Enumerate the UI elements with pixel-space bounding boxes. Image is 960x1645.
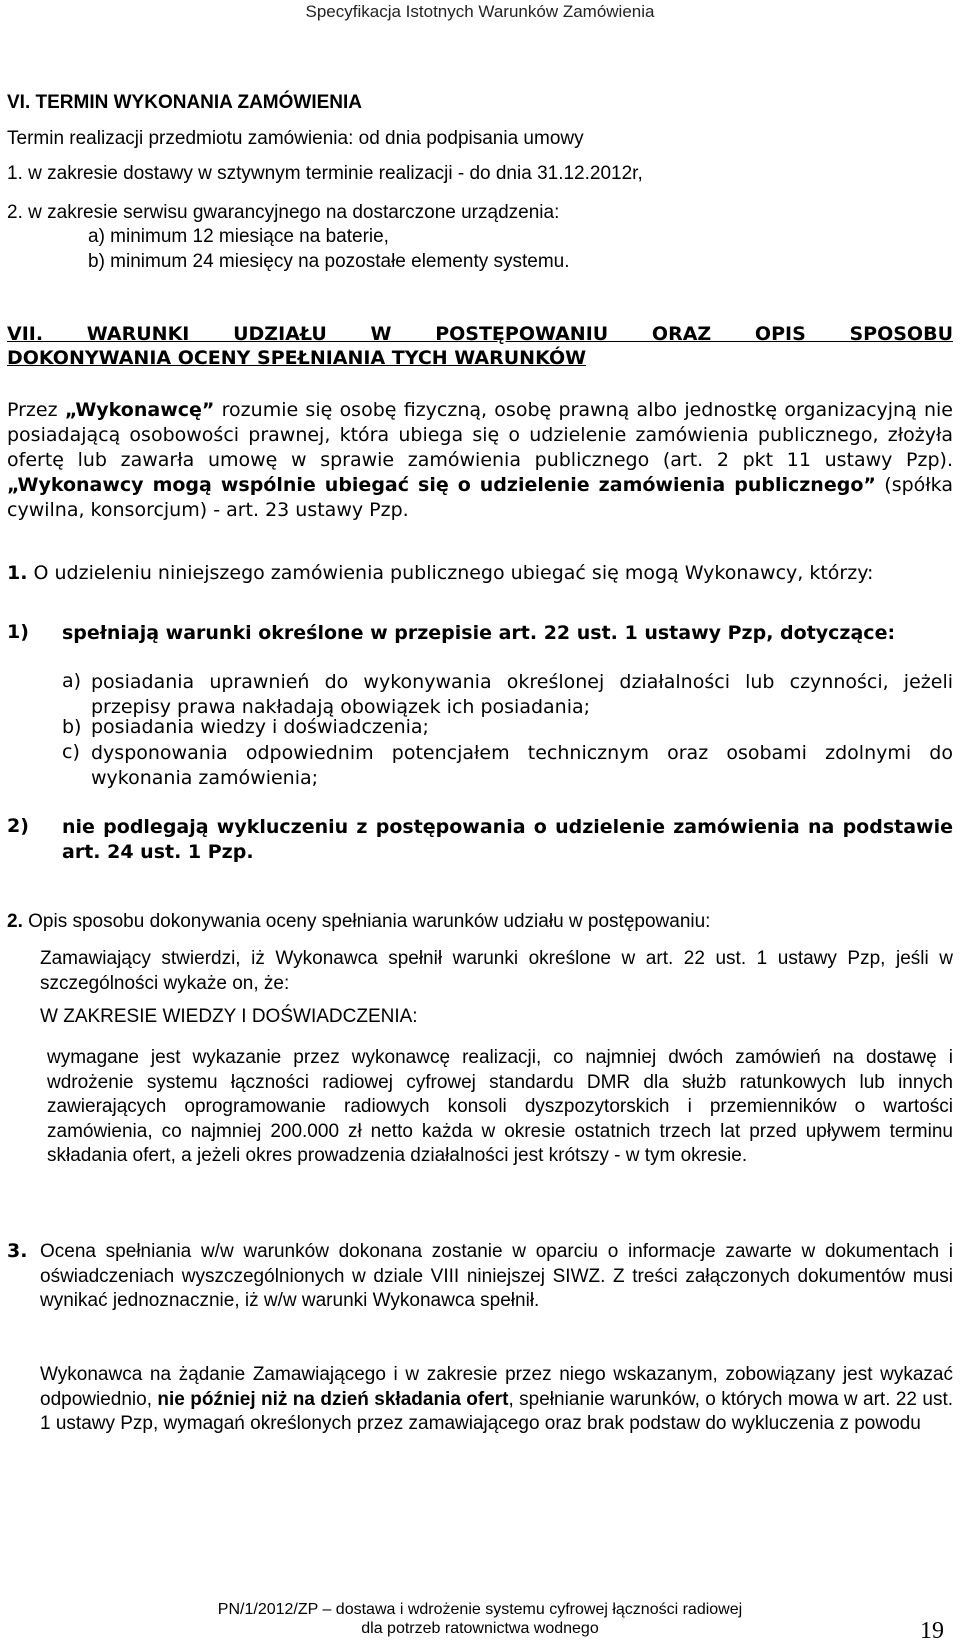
obligation-text-1: Wykonawca na żądanie Zamawiającego i w zakresie przez niego wskazanym, zobowiązany jest wykazać odpowiednio, [40, 1364, 953, 1410]
page-footer [0, 1600, 960, 1638]
def-bold-2: „Wykonawcy mogą wspólnie ubiegać się o udzielenie zamówienia publicznego” [7, 474, 876, 496]
condition-1-number: 1) [7, 621, 29, 643]
footer-line-1: PN/1/2012/ZP – dostawa i wdrożenie systemu cyfrowej łączności radiowej [217, 1601, 743, 1618]
obligation-deadline: nie później niż na dzień składania ofert [157, 1388, 509, 1410]
point-1 [7, 561, 953, 586]
section-vi-item-1: 1. w zakresie dostawy w sztywnym terminie realizacji - do dnia 31.12.2012r, [7, 163, 643, 184]
point-2 [7, 911, 710, 933]
obligation-text-2: , spełnianie warunków, o których mowa w art. 22 ust. 1 ustawy Pzp, wymagań określonych przez zamawiającego oraz brak podstaw do wykluczenia z powodu [40, 1388, 953, 1434]
page-number: 19 [920, 1618, 944, 1644]
condition-2-text: nie podlegają wykluczeniu z postępowania o udzielenie zamówienia na podstawie art. 24 ust. 1 Pzp. [62, 816, 953, 863]
point-1-number: 1. [7, 562, 28, 584]
def-text-3: (spółka cywilna, konsorcjum) - art. 23 ustawy Pzp. [7, 474, 953, 521]
condition-1a-text: posiadania uprawnień do wykonywania określonej działalności lub czynności, jeżeli przepisy prawa nakładają obowiązek ich posiadania; [91, 671, 953, 718]
def-text-1: Przez [7, 399, 65, 421]
condition-1-text: spełniają warunki określone w przepisie art. 22 ust. 1 ustawy Pzp, dotyczące: [62, 622, 896, 644]
section-vii-title-line2: DOKONYWANIA OCENY SPEŁNIANIA TYCH WARUNKÓW [7, 347, 587, 369]
condition-1b-text: posiadania wiedzy i doświadczenia; [91, 716, 429, 738]
section-vi-intro: Termin realizacji przedmiotu zamówienia: od dnia podpisania umowy [7, 128, 584, 149]
section-vi-item-2a: a) minimum 12 miesiące na baterie, [88, 226, 389, 247]
def-bold-1: „Wykonawcę” [64, 399, 215, 421]
section-vi-title: VI. TERMIN WYKONANIA ZAMÓWIENIA [7, 92, 362, 113]
section-vi-item-2b: b) minimum 24 miesięcy na pozostałe elementy systemu. [88, 251, 570, 272]
point-2-body: Zamawiający stwierdzi, iż Wykonawca spełnił warunki określone w art. 22 ust. 1 ustawy Pzp, jeśli w szczególności wykaże on, że: [40, 948, 953, 994]
section-vi-item-2: 2. w zakresie serwisu gwarancyjnego na dostarczone urządzenia: [7, 202, 560, 223]
point-2-text: Opis sposobu dokonywania oceny spełniania warunków udziału w postępowaniu: [22, 911, 711, 932]
condition-1b-label: b) [62, 716, 82, 738]
point-2-requirement: wymagane jest wykazanie przez wykonawcę realizacji, co najmniej dwóch zamówień na dostawę i wdrożenie systemu łączności radiowej cyfrowej standardu DMR dla służb ratunkowych lub innych zawierających oprogramowanie radiowych konsoli dyszpozytorskich i przemienników o wartości zamówienia, co najmniej 200.000 zł netto każda w okresie ostatnich trzech lat przed upływem terminu składania ofert, a jeżeli okres prowadzenia działalności jest krótszy - w tym okresie. [47, 1047, 953, 1166]
condition-1a-label: a) [62, 670, 82, 692]
condition-2-number: 2) [7, 815, 29, 837]
point-1-text: O udzieleniu niniejszego zamówienia publicznego ubiegać się mogą Wykonawcy, którzy: [27, 562, 874, 584]
def-text-2: rozumie się osobę fizyczną, osobę prawną albo jednostkę organizacyjną nie posiadającą osobowości prawnej, która ubiega się o udzielenie zamówienia publicznego, złożyła ofertę lub zawarła umowę w sprawie zamówienia publicznego (art. 2 pkt 11 ustawy Pzp). [7, 399, 953, 471]
point-3-text: Ocena spełniania w/w warunków dokonana zostanie w oparciu o informacje zawarte w dokumentach i oświadczeniach wyszczególnionych w dziale VIII niniejszej SIWZ. Z treści załączonych dokumentów musi wynikać jednoznacznie, iż w/w warunki Wykonawca spełnił. [40, 1241, 953, 1311]
condition-1c-label: c) [62, 741, 80, 763]
point-3-number: 3. [7, 1240, 28, 1262]
footer-line-2: dla potrzeb ratownictwa wodnego [361, 1620, 599, 1637]
point-2-number: 2. [7, 911, 23, 932]
condition-1c-text: dysponowania odpowiednim potencjałem technicznym oraz osobami zdolnymi do wykonania zamówienia; [91, 742, 953, 789]
page-header: Specyfikacja Istotnych Warunków Zamówienia [305, 2, 655, 21]
obligation-paragraph [40, 1363, 953, 1437]
point-2-subtitle: W ZAKRESIE WIEDZY I DOŚWIADCZENIA: [40, 1006, 418, 1027]
section-vii-title-line1: VII. WARUNKI UDZIAŁU W POSTĘPOWANIU ORAZ OPIS SPOSOBU [7, 323, 953, 345]
wykonawca-definition [7, 398, 953, 523]
